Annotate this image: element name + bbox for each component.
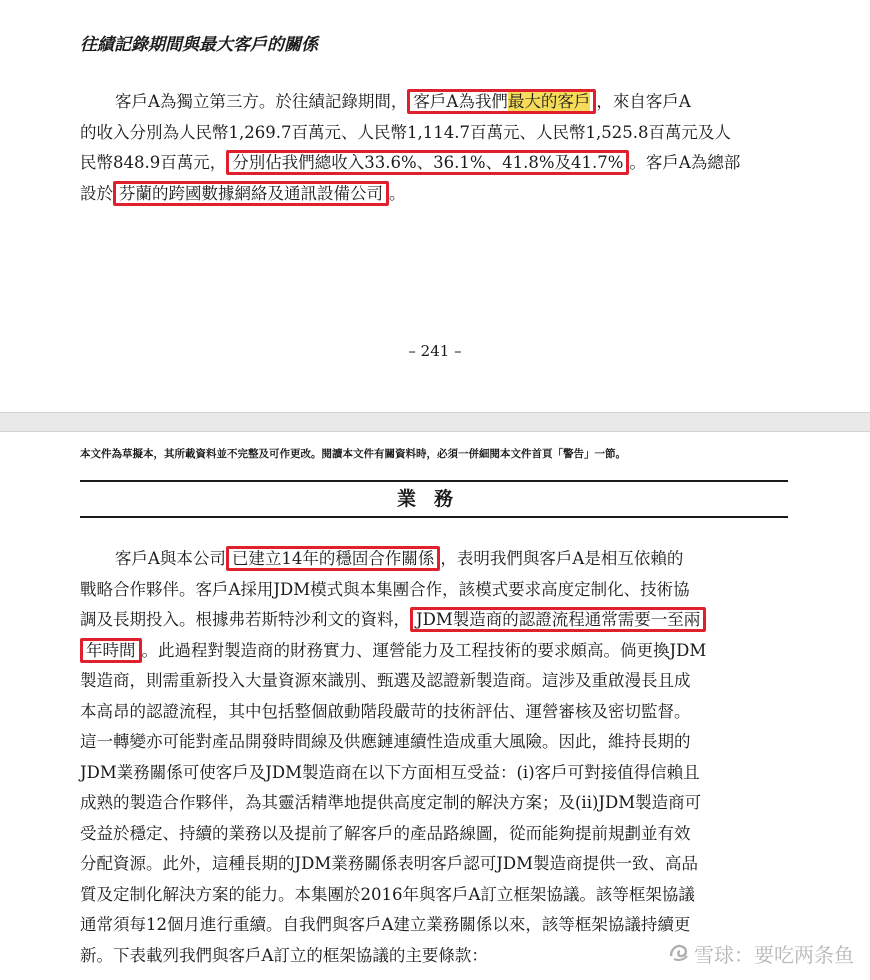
highlighted-text: 最大的客戶 [507,92,591,111]
paragraph-line: JDM業務關係可使客戶及JDM製造商在以下方面相互受益：(i)客戶可對接值得信賴且 [80,762,700,782]
document-page-lower [0,432,870,980]
page-number: – 241 – [408,342,462,360]
draft-notice: 本文件為草擬本，其所載資料並不完整及可作更改。閱讀本文件有關資料時，必須一併細閱本文件首頁「警告」一節。 [80,448,626,460]
paragraph-line: 分配資源。此外，這種長期的JDM業務關係表明客戶認可JDM製造商提供一致、高品 [80,854,698,873]
annotation-box: 芬蘭的跨國數據網絡及通訊設備公司 [113,181,389,206]
paragraph-line: 受益於穩定、持續的業務以及提前了解客戶的產品路線圖，從而能夠提前規劃並有效 [80,823,691,843]
paragraph-line: 本高昂的認證流程，其中包括整個啟動階段嚴苛的技術評估、運營審核及密切監督。 [80,701,691,721]
paragraph-line: 戰略合作夥伴。客戶A採用JDM模式與本集團合作，該模式要求高度定制化、技術協 [80,579,690,599]
snowball-icon [668,942,690,967]
watermark [668,939,854,968]
paragraph-line: 客戶A與本公司 已建立14年的穩固合作關係 ，表明我們與客戶A是相互依賴的 [80,544,788,575]
annotation-box: 已建立14年的穩固合作關係 [226,546,441,571]
annotation-box: 年時間 [80,638,142,663]
watermark-text: 雪球：要吃两条鱼 [694,943,854,967]
document-page-upper [0,0,870,412]
page-title: 業務 [80,480,788,518]
paragraph-line: 客戶A為獨立第三方。於往績記錄期間， 客戶A為我們最大的客戶 ，來自客戶A [80,87,788,118]
paragraph-line: 民幣848.9百萬元， 分別佔我們總收入33.6%、36.1%、41.8%及41.7% 。客戶A為總部 [80,148,788,179]
annotation-box: 分別佔我們總收入33.6%、36.1%、41.8%及41.7% [226,150,629,175]
paragraph-line: 通常須每12個月進行重續。自我們與客戶A建立業務關係以來，該等框架協議持續更 [80,915,691,934]
paragraph-largest-customer [80,87,788,209]
paragraph-line: 質及定制化解決方案的能力。本集團於2016年與客戶A訂立框架協議。該等框架協議 [80,884,695,904]
paragraph-relationship [80,544,788,971]
paragraph-line: 新。下表載列我們與客戶A訂立的框架協議的主要條款： [80,945,488,965]
paragraph-line: 設於 芬蘭的跨國數據網絡及通訊設備公司 。 [80,179,788,210]
paragraph-line: 這一轉變亦可能對產品開發時間線及供應鏈連續性造成重大風險。因此，維持長期的 [80,732,691,751]
paragraph-line: 調及長期投入。根據弗若斯特沙利文的資料， JDM製造商的認證流程通常需要一至兩 [80,605,788,636]
paragraph-line: 製造商，則需重新投入大量資源來識別、甄選及認證新製造商。這涉及重啟漫長且成 [80,671,691,690]
paragraph-line: 的收入分別為人民幣1,269.7百萬元、人民幣1,114.7百萬元、人民幣1,525.8百萬元及人 [80,122,731,142]
annotation-box: JDM製造商的認證流程通常需要一至兩 [410,607,706,632]
annotation-box: 客戶A為我們最大的客戶 [407,89,596,114]
page-separator [0,412,870,432]
paragraph-line: 年時間 。此過程對製造商的財務實力、運營能力及工程技術的要求頗高。倘更換JDM [80,636,788,667]
section-heading: 往績記錄期間與最大客戶的關係 [80,35,318,55]
paragraph-line: 成熟的製造合作夥伴，為其靈活精準地提供高度定制的解決方案；及(ii)JDM製造商可 [80,793,702,812]
